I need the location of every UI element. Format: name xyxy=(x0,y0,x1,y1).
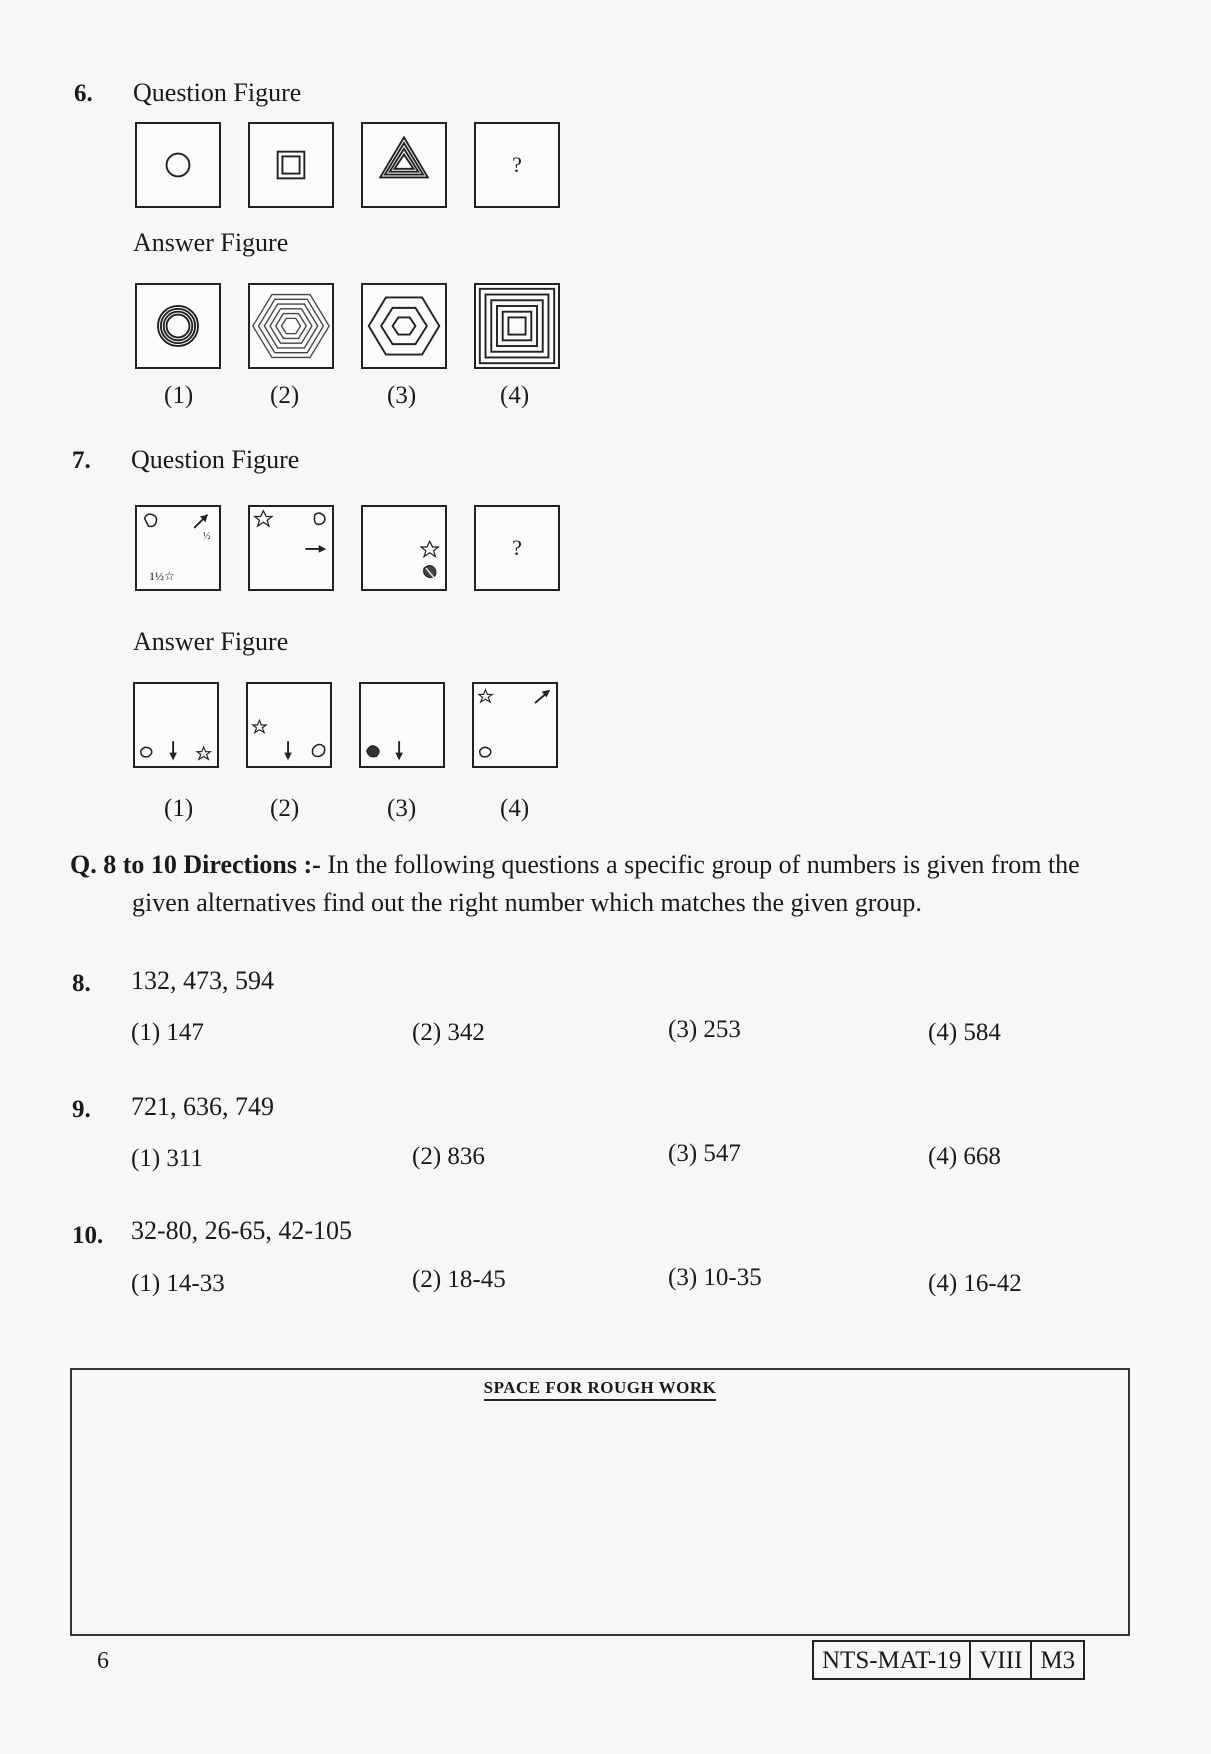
question-7-question-label: Question Figure xyxy=(131,445,300,474)
q7-ans4-drawing xyxy=(474,684,556,766)
star-icon xyxy=(479,690,492,702)
q7-option-4[interactable]: (4) xyxy=(500,795,530,822)
paper-set: M3 xyxy=(1040,1647,1076,1674)
blob-icon xyxy=(312,744,324,756)
q7-fig1-count: 1½☆ xyxy=(149,569,175,583)
question-7-answer-label: Answer Figure xyxy=(133,627,289,656)
q7-answer-figure-1 xyxy=(133,682,219,768)
paper-code: NTS-MAT-19 xyxy=(814,1642,971,1678)
nested-hexagons-icon xyxy=(250,285,332,367)
question-9-group: 721, 636, 749 xyxy=(131,1092,274,1121)
question-mark: ? xyxy=(512,152,522,177)
q8-option-3[interactable]: (3) 253 xyxy=(668,1016,741,1043)
star-icon xyxy=(197,747,210,759)
q8-option-4[interactable]: (4) 584 xyxy=(928,1019,1001,1046)
q7-ans3-drawing xyxy=(361,684,443,766)
q6-question-figure-3 xyxy=(361,122,447,208)
star-icon xyxy=(255,511,272,526)
q10-option-2[interactable]: (2) 18-45 xyxy=(412,1266,506,1293)
q7-option-2[interactable]: (2) xyxy=(270,795,300,822)
rough-work-title: SPACE FOR ROUGH WORK xyxy=(484,1378,717,1401)
q8-option-1[interactable]: (1) 147 xyxy=(131,1019,204,1046)
star-icon xyxy=(253,720,266,732)
q7-question-figure-3 xyxy=(361,505,447,591)
page-number: 6 xyxy=(97,1648,109,1674)
question-10-group: 32-80, 26-65, 42-105 xyxy=(131,1216,352,1245)
double-square-icon xyxy=(250,124,332,206)
q10-option-1[interactable]: (1) 14-33 xyxy=(131,1270,225,1297)
q7-ans2-drawing xyxy=(248,684,330,766)
q7-answer-figure-4 xyxy=(472,682,558,768)
question-6-number: 6. xyxy=(74,80,93,107)
q6-answer-figure-3 xyxy=(361,283,447,369)
q7-fig2-drawing xyxy=(250,507,332,589)
rough-work-box xyxy=(70,1368,1130,1636)
blob-icon xyxy=(314,513,324,524)
q6-question-figure-2 xyxy=(248,122,334,208)
q6-question-figure-unknown xyxy=(474,122,560,208)
q7-question-figure-2 xyxy=(248,505,334,591)
question-8-number: 8. xyxy=(72,970,91,997)
directions-text: In the following questions a specific group of numbers is given from the given alternatives find out the right number which matches the given group. xyxy=(132,850,1080,917)
question-10-number: 10. xyxy=(72,1222,104,1249)
q6-option-3[interactable]: (3) xyxy=(387,382,417,409)
q9-option-3[interactable]: (3) 547 xyxy=(668,1140,741,1167)
q7-option-1[interactable]: (1) xyxy=(164,795,194,822)
blob-icon xyxy=(367,746,379,757)
q6-answer-figure-4 xyxy=(474,283,560,369)
q10-option-4[interactable]: (4) 16-42 xyxy=(928,1270,1022,1297)
q6-option-2[interactable]: (2) xyxy=(270,382,300,409)
directions-paragraph xyxy=(70,846,1130,922)
q6-option-4[interactable]: (4) xyxy=(500,382,530,409)
question-mark: ? xyxy=(512,535,522,560)
q7-option-3[interactable]: (3) xyxy=(387,795,417,822)
question-8-group: 132, 473, 594 xyxy=(131,966,274,995)
q6-question-figure-1 xyxy=(135,122,221,208)
q6-answer-figure-1 xyxy=(135,283,221,369)
q7-answer-figure-2 xyxy=(246,682,332,768)
blob-icon xyxy=(145,514,157,526)
q6-answer-figure-2 xyxy=(248,283,334,369)
q9-option-1[interactable]: (1) 311 xyxy=(131,1145,203,1172)
q9-option-2[interactable]: (2) 836 xyxy=(412,1143,485,1170)
three-hexagons-icon xyxy=(363,285,445,367)
question-6-question-label: Question Figure xyxy=(133,78,302,107)
q7-ans1-drawing xyxy=(135,684,217,766)
q8-option-2[interactable]: (2) 342 xyxy=(412,1019,485,1046)
q9-option-4[interactable]: (4) 668 xyxy=(928,1143,1001,1170)
q10-option-3[interactable]: (3) 10-35 xyxy=(668,1264,762,1291)
blob-icon xyxy=(141,747,152,757)
concentric-circles-icon xyxy=(137,285,219,367)
blob-icon xyxy=(480,747,491,757)
directions-heading: Q. 8 to 10 Directions :- xyxy=(70,850,321,879)
q7-question-figure-1 xyxy=(135,505,221,591)
q7-answer-figure-3 xyxy=(359,682,445,768)
rough-work-title-wrap xyxy=(72,1378,1128,1398)
star-icon xyxy=(421,541,438,556)
q7-fig1-fraction: ½ xyxy=(203,531,211,542)
nested-triangles-icon xyxy=(363,124,445,206)
circle-icon xyxy=(137,124,219,206)
paper-class: VIII xyxy=(971,1642,1032,1678)
question-7-number: 7. xyxy=(72,447,91,474)
q6-option-1[interactable]: (1) xyxy=(164,382,194,409)
q7-fig3-drawing xyxy=(363,507,445,589)
nested-squares-icon xyxy=(476,285,558,367)
q7-question-figure-unknown xyxy=(474,505,560,591)
question-9-number: 9. xyxy=(72,1096,91,1123)
question-6-answer-label: Answer Figure xyxy=(133,228,289,257)
paper-code-box xyxy=(812,1640,1085,1680)
